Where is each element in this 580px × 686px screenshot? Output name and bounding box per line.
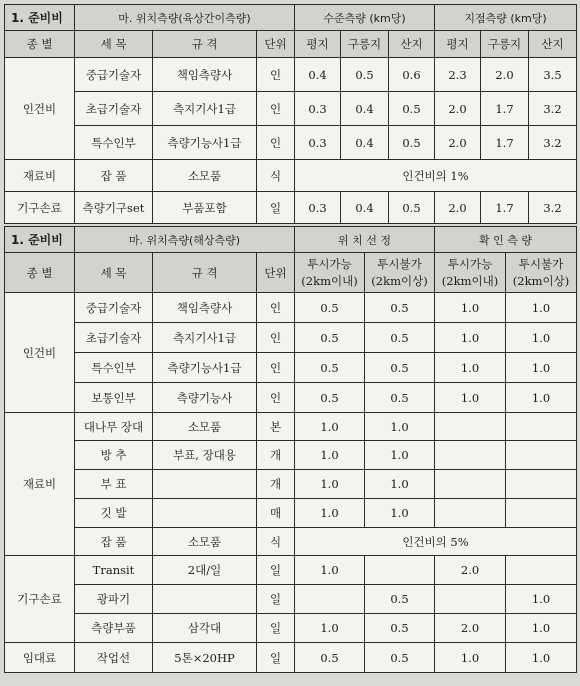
spec-cell: 책임측량사	[153, 58, 257, 92]
note-cell: 인건비의 1%	[295, 160, 577, 192]
value-cell: 1.0	[295, 556, 365, 585]
unit-cell: 본	[257, 413, 295, 441]
table-row	[5, 126, 577, 160]
col-header: 세 목	[75, 253, 153, 293]
col-header: 규 격	[153, 31, 257, 58]
value-cell: 0.3	[295, 192, 341, 224]
item-cell: 특수인부	[75, 353, 153, 383]
value-cell: 0.5	[365, 383, 435, 413]
unit-cell: 개	[257, 441, 295, 470]
value-cell: 1.0	[506, 383, 577, 413]
group-label: 재료비	[5, 413, 75, 556]
spec-cell: 소모품	[153, 160, 257, 192]
table-row	[5, 643, 577, 673]
col-header: 평지	[435, 31, 481, 58]
unit-cell: 일	[257, 192, 295, 224]
value-cell: 2.3	[435, 58, 481, 92]
col-header: 평지	[295, 31, 341, 58]
item-cell: 보통인부	[75, 383, 153, 413]
unit-cell: 매	[257, 499, 295, 528]
unit-cell: 인	[257, 126, 295, 160]
value-cell: 1.0	[506, 614, 577, 643]
spec-cell: 부품포함	[153, 192, 257, 224]
value-cell: 1.0	[295, 499, 365, 528]
item-cell: 작업선	[75, 643, 153, 673]
group-label: 인건비	[5, 58, 75, 160]
spec-cell	[153, 470, 257, 499]
value-cell: 0.3	[295, 92, 341, 126]
value-cell: 0.5	[389, 92, 435, 126]
col-header: 종 별	[5, 31, 75, 58]
spec-cell	[153, 499, 257, 528]
table-row	[5, 383, 577, 413]
value-cell: 0.5	[341, 58, 389, 92]
unit-cell: 인	[257, 293, 295, 323]
group-label: 기구손료	[5, 556, 75, 643]
value-cell: 1.0	[506, 353, 577, 383]
value-cell	[295, 585, 365, 614]
value-cell: 1.0	[435, 293, 506, 323]
table-row	[5, 353, 577, 383]
sea-survey-table	[4, 226, 577, 673]
col-header: 구릉지	[481, 31, 529, 58]
unit-cell: 인	[257, 58, 295, 92]
table-row	[5, 92, 577, 126]
unit-cell: 인	[257, 323, 295, 353]
value-cell: 2.0	[435, 614, 506, 643]
table1-title: 1. 준비비	[5, 5, 75, 31]
item-cell: 측량기구set	[75, 192, 153, 224]
unit-cell: 일	[257, 585, 295, 614]
value-cell: 3.2	[529, 92, 577, 126]
unit-cell: 인	[257, 353, 295, 383]
spec-cell: 5톤×20HP	[153, 643, 257, 673]
item-cell: 초급기술자	[75, 92, 153, 126]
value-cell: 1.0	[365, 470, 435, 499]
value-cell: 0.4	[341, 192, 389, 224]
value-cell: 1.7	[481, 192, 529, 224]
sub-header: 투시가능 (2km이내)	[435, 253, 506, 293]
col-header: 산지	[529, 31, 577, 58]
spec-cell: 소모품	[153, 528, 257, 556]
table2-section: 마. 위치측량(해상측량)	[75, 227, 295, 253]
value-cell: 0.5	[295, 643, 365, 673]
item-cell: 특수인부	[75, 126, 153, 160]
value-cell: 0.5	[365, 353, 435, 383]
table-row	[5, 528, 577, 556]
value-cell: 1.0	[435, 323, 506, 353]
value-cell: 0.5	[295, 293, 365, 323]
spec-cell: 측량기능사1급	[153, 126, 257, 160]
item-cell: 잡 품	[75, 528, 153, 556]
unit-cell: 개	[257, 470, 295, 499]
item-cell: 중급기술자	[75, 58, 153, 92]
value-cell: 0.4	[341, 92, 389, 126]
unit-cell: 일	[257, 643, 295, 673]
value-cell: 1.0	[295, 470, 365, 499]
spec-cell: 부표, 장대용	[153, 441, 257, 470]
value-cell: 0.5	[365, 323, 435, 353]
group-label: 임대료	[5, 643, 75, 673]
value-cell: 3.2	[529, 126, 577, 160]
value-cell	[435, 585, 506, 614]
value-cell: 3.2	[529, 192, 577, 224]
value-cell	[435, 441, 506, 470]
spec-cell: 소모품	[153, 413, 257, 441]
value-cell: 0.5	[365, 614, 435, 643]
item-cell: 잡 품	[75, 160, 153, 192]
value-cell: 0.5	[295, 323, 365, 353]
table-row	[5, 470, 577, 499]
value-cell: 1.0	[295, 441, 365, 470]
confirm-survey-header: 확 인 측 량	[435, 227, 577, 253]
table-row	[5, 323, 577, 353]
group-label: 인건비	[5, 293, 75, 413]
value-cell	[435, 499, 506, 528]
value-cell	[506, 470, 577, 499]
value-cell: 2.0	[435, 92, 481, 126]
table-row	[5, 585, 577, 614]
value-cell: 0.5	[389, 192, 435, 224]
item-cell: 부 표	[75, 470, 153, 499]
group-label: 기구손료	[5, 192, 75, 224]
table-row	[5, 556, 577, 585]
unit-cell: 인	[257, 383, 295, 413]
value-cell: 2.0	[435, 556, 506, 585]
value-cell: 0.5	[295, 353, 365, 383]
value-cell: 0.5	[365, 585, 435, 614]
spec-cell: 측지기사1급	[153, 92, 257, 126]
table-row	[5, 293, 577, 323]
value-cell	[506, 441, 577, 470]
table-row	[5, 614, 577, 643]
col-header: 종 별	[5, 253, 75, 293]
point-survey-header: 지점측량 (km당)	[435, 5, 577, 31]
value-cell: 0.5	[295, 383, 365, 413]
col-header: 구릉지	[341, 31, 389, 58]
value-cell: 1.0	[506, 323, 577, 353]
table-row	[5, 499, 577, 528]
spec-cell: 측량기능사	[153, 383, 257, 413]
land-survey-table	[4, 4, 577, 224]
unit-cell: 일	[257, 614, 295, 643]
spec-cell: 삼각대	[153, 614, 257, 643]
value-cell	[365, 556, 435, 585]
value-cell: 1.0	[435, 643, 506, 673]
value-cell	[435, 413, 506, 441]
item-cell: 측량부품	[75, 614, 153, 643]
table-row	[5, 58, 577, 92]
table2-title: 1. 준비비	[5, 227, 75, 253]
value-cell	[506, 499, 577, 528]
value-cell	[435, 470, 506, 499]
table-row	[5, 160, 577, 192]
item-cell: 중급기술자	[75, 293, 153, 323]
col-header: 규 격	[153, 253, 257, 293]
spec-cell: 측량기능사1급	[153, 353, 257, 383]
value-cell: 0.4	[341, 126, 389, 160]
value-cell	[506, 413, 577, 441]
sub-header: 투시불가 (2km이상)	[506, 253, 577, 293]
col-header: 산지	[389, 31, 435, 58]
value-cell: 0.5	[389, 126, 435, 160]
value-cell: 1.0	[295, 614, 365, 643]
unit-cell: 식	[257, 528, 295, 556]
value-cell: 1.0	[365, 441, 435, 470]
value-cell: 1.7	[481, 92, 529, 126]
item-cell: 광파기	[75, 585, 153, 614]
value-cell: 2.0	[435, 126, 481, 160]
col-header: 단위	[257, 253, 295, 293]
unit-cell: 일	[257, 556, 295, 585]
value-cell: 1.7	[481, 126, 529, 160]
value-cell: 1.0	[435, 383, 506, 413]
value-cell	[506, 556, 577, 585]
value-cell: 0.5	[365, 643, 435, 673]
item-cell: 방 추	[75, 441, 153, 470]
sub-header: 투시가능 (2km이내)	[295, 253, 365, 293]
value-cell: 0.5	[365, 293, 435, 323]
table1-section: 마. 위치측량(육상간이측량)	[75, 5, 295, 31]
col-header: 세 목	[75, 31, 153, 58]
table-row	[5, 441, 577, 470]
value-cell: 1.0	[365, 413, 435, 441]
table-row	[5, 413, 577, 441]
sub-header: 투시불가 (2km이상)	[365, 253, 435, 293]
col-header: 단위	[257, 31, 295, 58]
value-cell: 1.0	[365, 499, 435, 528]
spec-cell: 책임측량사	[153, 293, 257, 323]
note-cell: 인건비의 5%	[295, 528, 577, 556]
value-cell: 2.0	[435, 192, 481, 224]
value-cell: 3.5	[529, 58, 577, 92]
spec-cell: 측지기사1급	[153, 323, 257, 353]
value-cell: 1.0	[506, 643, 577, 673]
value-cell: 1.0	[435, 353, 506, 383]
item-cell: 대나무 장대	[75, 413, 153, 441]
value-cell: 1.0	[506, 585, 577, 614]
spec-cell: 2대/일	[153, 556, 257, 585]
spec-cell	[153, 585, 257, 614]
table-row	[5, 192, 577, 224]
level-survey-header: 수준측량 (km당)	[295, 5, 435, 31]
value-cell: 1.0	[295, 413, 365, 441]
value-cell: 0.4	[295, 58, 341, 92]
value-cell: 0.6	[389, 58, 435, 92]
position-select-header: 위 치 선 정	[295, 227, 435, 253]
group-label: 재료비	[5, 160, 75, 192]
value-cell: 2.0	[481, 58, 529, 92]
value-cell: 1.0	[506, 293, 577, 323]
item-cell: 초급기술자	[75, 323, 153, 353]
unit-cell: 인	[257, 92, 295, 126]
item-cell: Transit	[75, 556, 153, 585]
item-cell: 깃 발	[75, 499, 153, 528]
value-cell: 0.3	[295, 126, 341, 160]
unit-cell: 식	[257, 160, 295, 192]
